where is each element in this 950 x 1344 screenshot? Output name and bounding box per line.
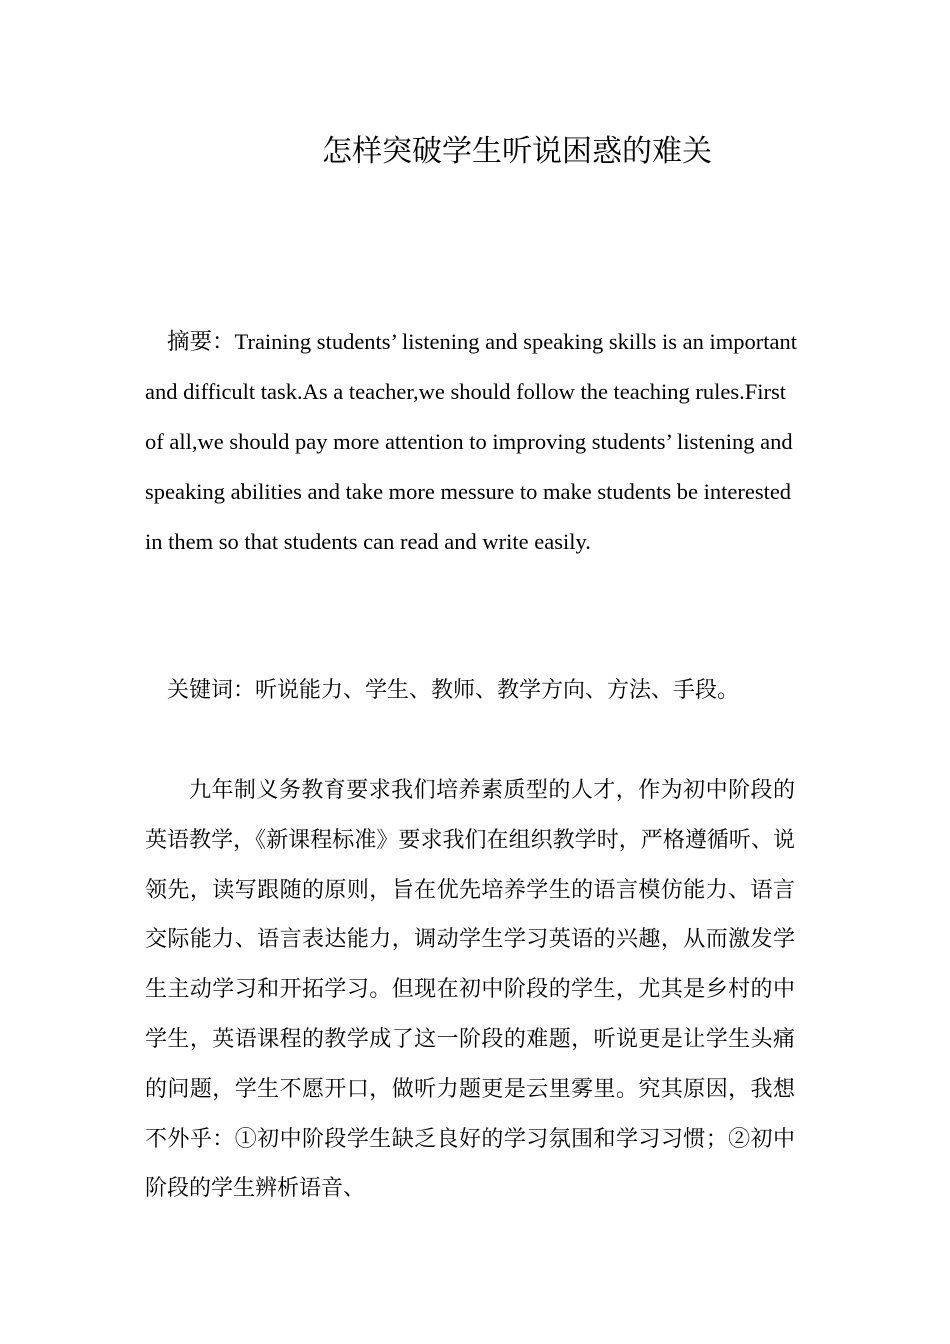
abstract-paragraph: 摘要：Training students’ listening and speaking skills is an important and difficult task.As a teacher,we should follow the teaching rules.First of all,we should pay more attention to improving students’ listening and speaking abilities and take more messure to make students be interested in them so that students can read and write easily. — [145, 329, 797, 554]
keywords-line: 关键词：听说能力、学生、教师、教学方向、方法、手段。 — [167, 677, 740, 702]
document-title: 怎样突破学生听说困惑的难关 — [322, 134, 712, 169]
body-paragraph: 九年制义务教育要求我们培养素质型的人才，作为初中阶段的英语教学，《新课程标准》要求我们在组织教学时，严格遵循听、说领先，读写跟随的原则，旨在优先培养学生的语言模仿能力、语言交际能力、语言表达能力，调动学生学习英语的兴趣，从而激发学生主动学习和开拓学习。但现在初中阶段的学生，尤其是乡村的中学生，英语课程的教学成了这一阶段的难题，听说更是让学生头痛的问题，学生不愿开口，做听力题更是云里雾里。究其原因，我想不外乎：①初中阶段学生缺乏良好的学习氛围和学习习惯；②初中阶段的学生辨析语音、 — [145, 777, 795, 1201]
